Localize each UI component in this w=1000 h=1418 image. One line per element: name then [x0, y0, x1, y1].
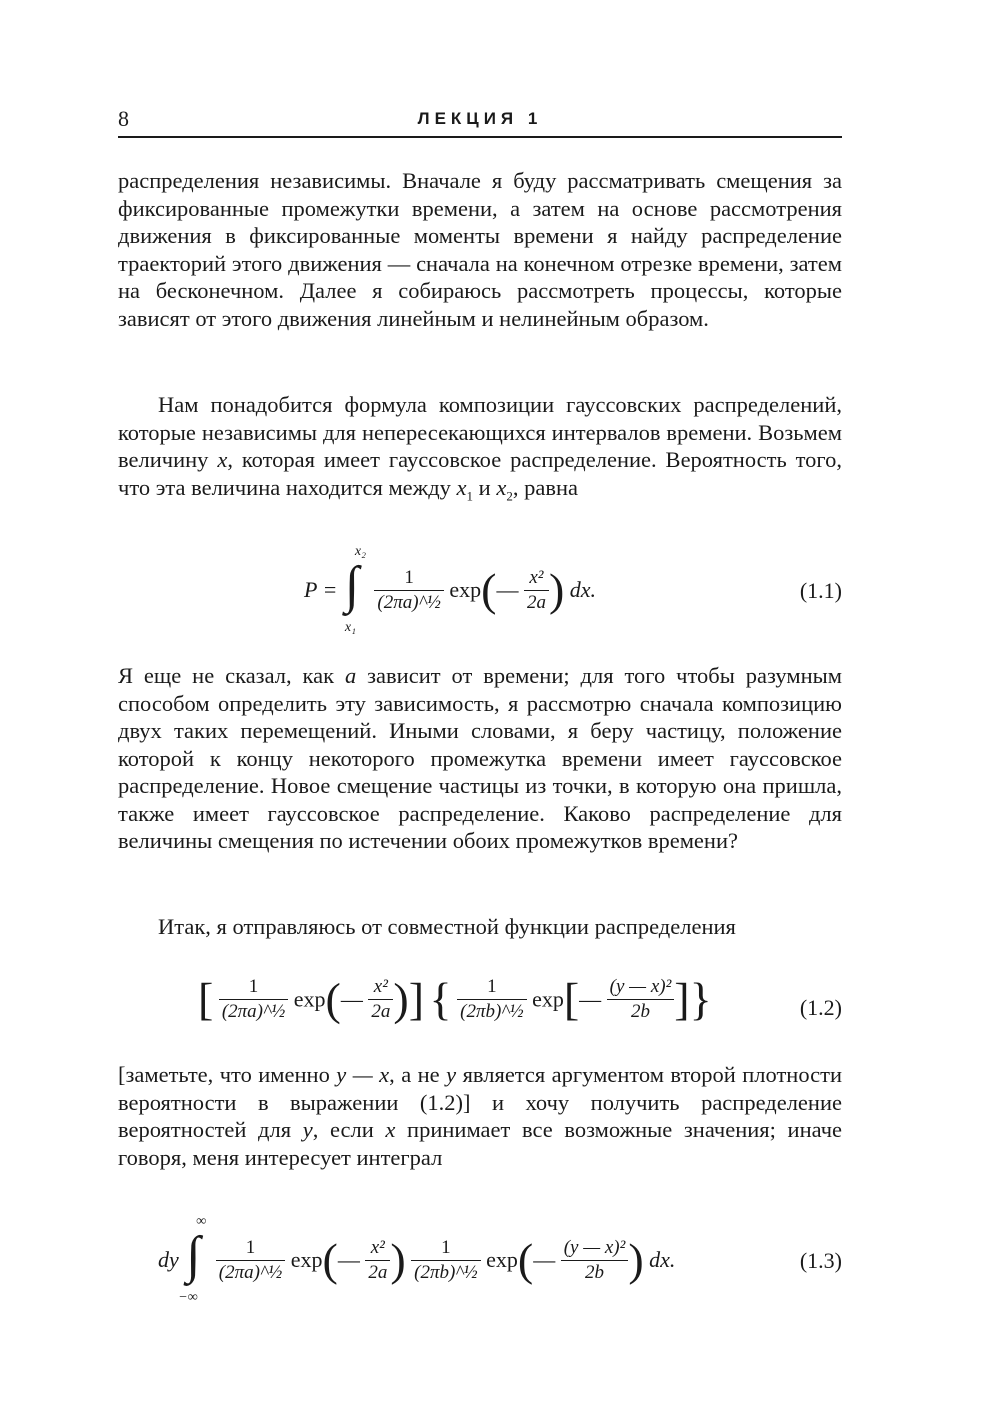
text: , если	[312, 1117, 386, 1142]
paren-open: (	[325, 973, 341, 1025]
upper-limit: x₂	[354, 544, 366, 559]
text: является аргументом второй плотности вероятности в выражении (1.2)] и хочу получить распределение вероятностей для	[118, 1062, 843, 1142]
text: Нам понадобится формула композиции гауссовских распределений, которые независимы для непересекающихся интервалов времени. Возьмем величину	[118, 392, 842, 472]
paren-open: (	[481, 564, 497, 615]
numerator: 1	[457, 975, 526, 1000]
denominator: (2πa)^½	[377, 591, 441, 613]
minus: —	[340, 986, 363, 1012]
lead-differential: dy	[158, 1247, 179, 1272]
lhs: P =	[304, 577, 338, 602]
equation-number: (1.2)	[799, 995, 842, 1020]
equation-1-2	[118, 975, 842, 1045]
text: , равна	[512, 474, 578, 500]
math-var: x	[456, 474, 467, 500]
paren-open: (	[322, 1234, 338, 1285]
integral-glyph: ∫	[344, 557, 360, 614]
text: , а не	[389, 1062, 447, 1087]
paragraph-4: Итак, я отправляюсь от совместной функции распределения	[158, 914, 736, 939]
math-var: x	[385, 1117, 396, 1142]
bracket-close: ]	[408, 973, 425, 1025]
numerator: x²	[524, 566, 549, 591]
fraction	[374, 566, 443, 615]
text: и	[473, 474, 497, 500]
text: Я еще не сказал, как	[118, 663, 345, 688]
equation-number: (1.3)	[799, 1248, 842, 1273]
paren-close: )	[548, 564, 565, 615]
math-var: a	[344, 663, 357, 688]
numerator: 1	[216, 1236, 285, 1261]
numerator: x²	[368, 975, 393, 1000]
paragraph-2	[118, 391, 842, 510]
equation-number: (1.1)	[799, 578, 842, 603]
math-var: x	[217, 447, 228, 472]
numerator: (y — x)²	[561, 1236, 629, 1261]
exp-function: exp	[486, 1247, 518, 1272]
differential: dx.	[649, 1247, 676, 1272]
exp-function: exp	[290, 1247, 323, 1272]
fraction	[219, 975, 288, 1024]
math-var: y	[302, 1117, 313, 1142]
paren-close: )	[393, 973, 409, 1025]
denominator: 2b	[630, 1001, 650, 1022]
brace-close: }	[689, 973, 712, 1025]
bracket-close: ]	[674, 973, 690, 1025]
fraction	[457, 975, 526, 1024]
subscript: 2	[506, 488, 513, 503]
math-expr: y — x	[336, 1062, 390, 1087]
text: зависит от времени; для того чтобы разумным способом определить эту зависимость, я рассмотрю сначала композицию двух таких перемещений. Иными словами, я беру частицу, положение которой к концу некоторого промежутка времени имеет гауссовское распределение. Новое смещение частицы из точки, в которую она пришла, также имеет гауссовское распределение. Каково распределение для величины смещения по истечении обоих промежутков времени?	[118, 663, 842, 853]
exp-function: exp	[293, 986, 326, 1012]
denominator: 2a	[368, 1261, 388, 1283]
brace-open: {	[429, 973, 452, 1025]
equation-body	[304, 544, 597, 635]
fraction	[411, 1236, 480, 1285]
fraction	[365, 1236, 390, 1285]
denominator: 2a	[526, 591, 546, 613]
bracket-open: [	[563, 973, 580, 1025]
fraction	[216, 1236, 285, 1285]
bracket-open: [	[198, 973, 214, 1025]
fraction	[368, 975, 393, 1024]
text: , которая имеет гауссовское распределение. Вероятность того, что эта величина находится между	[118, 447, 842, 500]
paren-open: (	[517, 1234, 534, 1285]
differential: dx.	[569, 577, 597, 602]
minus: —	[579, 986, 602, 1012]
exp-function: exp	[532, 986, 564, 1012]
text: [заметьте, что именно	[118, 1062, 337, 1087]
numerator: 1	[374, 566, 443, 591]
page-header	[118, 106, 842, 138]
math-var: x	[496, 474, 507, 500]
equation-1-3	[118, 1214, 842, 1310]
denominator: 2b	[585, 1261, 604, 1283]
text: принимает все возможные значения; иначе говоря, меня интересует интеграл	[118, 1117, 842, 1170]
page-number: 8	[118, 106, 129, 131]
integral-sign	[178, 1214, 210, 1305]
denominator: (2πb)^½	[414, 1261, 478, 1283]
equation-1-1	[118, 544, 842, 640]
minus: —	[337, 1247, 360, 1272]
paragraph-3	[118, 662, 842, 855]
integral-glyph: ∫	[186, 1227, 201, 1284]
paren-close: )	[390, 1234, 406, 1285]
integral-sign	[343, 544, 369, 635]
equation-body	[198, 975, 712, 1024]
numerator: 1	[411, 1236, 480, 1261]
subscript: 1	[466, 488, 474, 503]
numerator: (y — x)²	[607, 975, 675, 1000]
paragraph-1: распределения независимы. Вначале я буду рассматривать смещения за фиксированные промежутки времени, а затем на основе рассмотрения движения в фиксированные моменты времени я найду распределение траекторий этого движения — сначала на конечном отрезке времени, затем на бесконечном. Далее я собираюсь рассмотреть процессы, которые зависят от этого движения линейным и нелинейным образом.	[118, 168, 842, 331]
upper-limit: ∞	[196, 1214, 207, 1229]
minus: —	[496, 577, 519, 602]
denominator: (2πb)^½	[460, 1001, 524, 1022]
numerator: 1	[219, 975, 288, 1000]
minus: —	[533, 1247, 556, 1272]
numerator: x²	[365, 1236, 390, 1261]
paragraph-5	[118, 1061, 842, 1171]
denominator: (2πa)^½	[218, 1261, 283, 1283]
fraction	[524, 566, 549, 615]
denominator: (2πa)^½	[221, 1001, 286, 1022]
fraction	[561, 1236, 629, 1285]
exp-function: exp	[449, 577, 482, 602]
equation-body	[158, 1214, 676, 1305]
lower-limit: x₁	[344, 620, 356, 635]
lower-limit: −∞	[178, 1290, 198, 1305]
paren-close: )	[628, 1234, 644, 1285]
denominator: 2a	[371, 1001, 391, 1022]
math-var: y	[446, 1062, 457, 1087]
fraction	[607, 975, 675, 1024]
running-head: ЛЕКЦИЯ 1	[417, 109, 543, 128]
